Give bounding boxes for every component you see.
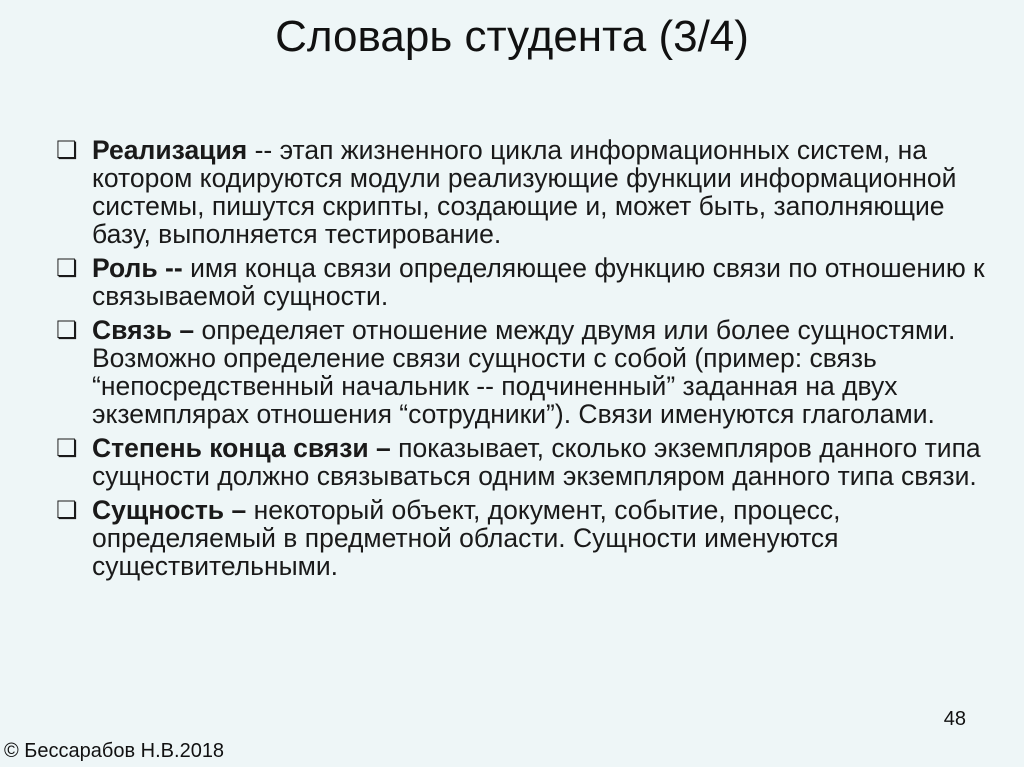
item-definition: определяет отношение между двумя или более сущностями. Возможно определение связи сущности с собой (пример: связь “непосредственный начальник -- подчиненный” заданная на двух экземплярах отношения “сотрудники”). Связи именуются глаголами. xyxy=(92,315,956,429)
checkbox-bullet-icon xyxy=(56,136,78,165)
item-text xyxy=(92,496,986,580)
item-term: Реализация xyxy=(92,135,248,165)
item-separator xyxy=(183,253,190,283)
item-separator xyxy=(246,495,253,525)
item-term: Связь – xyxy=(92,315,195,345)
list-item xyxy=(56,254,986,310)
item-text xyxy=(92,316,986,428)
item-term: Степень конца связи – xyxy=(92,433,391,463)
item-text xyxy=(92,136,986,248)
list-item xyxy=(56,496,986,580)
item-definition: показывает, сколько экземпляров данного типа сущности должно связываться одним экземпляром данного типа связи. xyxy=(92,433,981,491)
checkbox-bullet-icon xyxy=(56,496,78,525)
item-term: Роль -- xyxy=(92,253,183,283)
page-number: 48 xyxy=(943,708,966,730)
list-item xyxy=(56,136,986,248)
item-definition: имя конца связи определяющее функцию связи по отношению к связываемой сущности. xyxy=(92,253,985,311)
item-definition: некоторый объект, документ, событие, процесс, определяемый в предметной области. Сущности именуются существительными. xyxy=(92,495,841,581)
footer-copyright: © Бессарабов Н.В.2018 xyxy=(4,740,225,762)
checkbox-bullet-icon xyxy=(56,316,78,345)
list-item xyxy=(56,316,986,428)
item-term: Сущность – xyxy=(92,495,247,525)
item-definition: этап жизненного цикла информационных систем, на котором кодируются модули реализующие функции информационной системы, пишутся скрипты, создающие и, может быть, заполняющие базу, выполняется тестирование. xyxy=(92,135,957,249)
item-text xyxy=(92,254,986,310)
definition-list xyxy=(56,136,986,586)
item-text xyxy=(92,434,986,490)
checkbox-bullet-icon xyxy=(56,254,78,283)
list-item xyxy=(56,434,986,490)
slide-title: Словарь студента (3/4) xyxy=(275,12,749,61)
checkbox-bullet-icon xyxy=(56,434,78,463)
item-separator: -- xyxy=(247,135,280,165)
